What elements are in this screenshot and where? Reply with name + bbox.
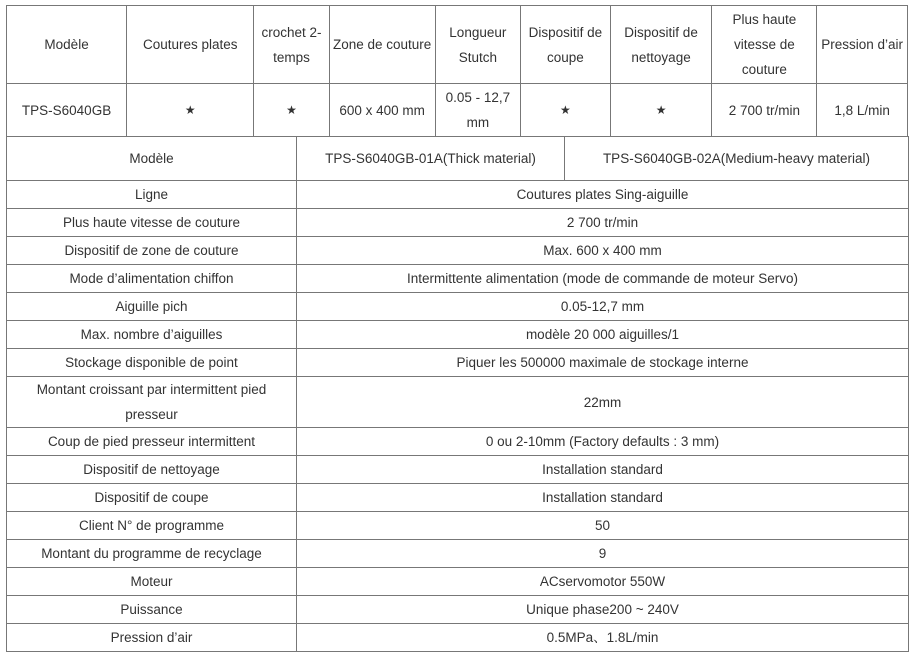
summary-data-row [7, 84, 908, 137]
summary-cell-model: TPS-S6040GB [7, 84, 127, 137]
spec-label: Pression d’air [7, 624, 297, 652]
header-cell-cutting-device: Dispositif de coupe [521, 6, 611, 84]
spec-label: Montant du programme de recyclage [7, 540, 297, 568]
spec-row [7, 265, 909, 293]
specs-body [7, 137, 909, 652]
spec-row [7, 484, 909, 512]
spec-label: Stockage disponible de point [7, 349, 297, 377]
spec-row [7, 428, 909, 456]
star-icon: ★ [254, 84, 329, 137]
spec-label: Moteur [7, 568, 297, 596]
spec-row [7, 456, 909, 484]
specs-model-row [7, 137, 909, 181]
header-cell-air-pressure: Pression d’air [817, 6, 908, 84]
spec-label: Modèle [7, 137, 297, 181]
spec-value: Installation standard [297, 456, 909, 484]
model-variant-02a: TPS-S6040GB-02A(Medium-heavy material) [565, 137, 909, 181]
summary-cell-sewing-area: 600 x 400 mm [329, 84, 435, 137]
spec-row [7, 512, 909, 540]
spec-value: 22mm [297, 377, 909, 428]
spec-row [7, 237, 909, 265]
spec-row [7, 321, 909, 349]
spec-value: Unique phase200 ~ 240V [297, 596, 909, 624]
spec-label: Montant croissant par intermittent pied presseur [7, 377, 297, 428]
spec-label: Dispositif de zone de couture [7, 237, 297, 265]
spec-row [7, 181, 909, 209]
spec-label: Mode d’alimentation chiffon [7, 265, 297, 293]
spec-value: 9 [297, 540, 909, 568]
spec-value: 0 ou 2-10mm (Factory defaults : 3 mm) [297, 428, 909, 456]
spec-value: Piquer les 500000 maximale de stockage interne [297, 349, 909, 377]
spec-value: 0.5MPa、1.8L/min [297, 624, 909, 652]
header-cell-sewing-area: Zone de couture [329, 6, 435, 84]
spec-row [7, 540, 909, 568]
spec-label: Aiguille pich [7, 293, 297, 321]
spec-row [7, 568, 909, 596]
spec-value: Coutures plates Sing-aiguille [297, 181, 909, 209]
spec-value: Max. 600 x 400 mm [297, 237, 909, 265]
header-cell-model: Modèle [7, 6, 127, 84]
header-cell-hook: crochet 2-temps [254, 6, 329, 84]
model-variant-01a: TPS-S6040GB-01A(Thick material) [297, 137, 565, 181]
spec-row [7, 624, 909, 652]
summary-header-row [7, 6, 908, 84]
spec-value: modèle 20 000 aiguilles/1 [297, 321, 909, 349]
spec-label: Puissance [7, 596, 297, 624]
summary-cell-max-speed: 2 700 tr/min [712, 84, 817, 137]
spec-row [7, 349, 909, 377]
spec-label: Coup de pied presseur intermittent [7, 428, 297, 456]
spec-value: Intermittente alimentation (mode de commande de moteur Servo) [297, 265, 909, 293]
summary-table [6, 5, 908, 137]
spec-row [7, 596, 909, 624]
header-cell-stitch-length: Longueur Stutch [435, 6, 521, 84]
spec-row [7, 377, 909, 428]
spec-value: 50 [297, 512, 909, 540]
spec-label: Plus haute vitesse de couture [7, 209, 297, 237]
specs-table [6, 136, 909, 652]
spec-value: 2 700 tr/min [297, 209, 909, 237]
spec-row [7, 293, 909, 321]
spec-value: ACservomotor 550W [297, 568, 909, 596]
header-cell-flat-seams: Coutures plates [127, 6, 254, 84]
star-icon: ★ [127, 84, 254, 137]
summary-cell-stitch-length: 0.05 - 12,7 mm [435, 84, 521, 137]
spec-label: Ligne [7, 181, 297, 209]
spec-value: 0.05-12,7 mm [297, 293, 909, 321]
header-cell-cleaning-device: Dispositif de nettoyage [610, 6, 712, 84]
spec-label: Max. nombre d’aiguilles [7, 321, 297, 349]
spec-label: Dispositif de coupe [7, 484, 297, 512]
header-cell-max-speed: Plus haute vitesse de couture [712, 6, 817, 84]
summary-cell-air-pressure: 1,8 L/min [817, 84, 908, 137]
spec-label: Dispositif de nettoyage [7, 456, 297, 484]
spec-value: Installation standard [297, 484, 909, 512]
star-icon: ★ [610, 84, 712, 137]
spec-row [7, 209, 909, 237]
spec-label: Client N° de programme [7, 512, 297, 540]
star-icon: ★ [521, 84, 611, 137]
